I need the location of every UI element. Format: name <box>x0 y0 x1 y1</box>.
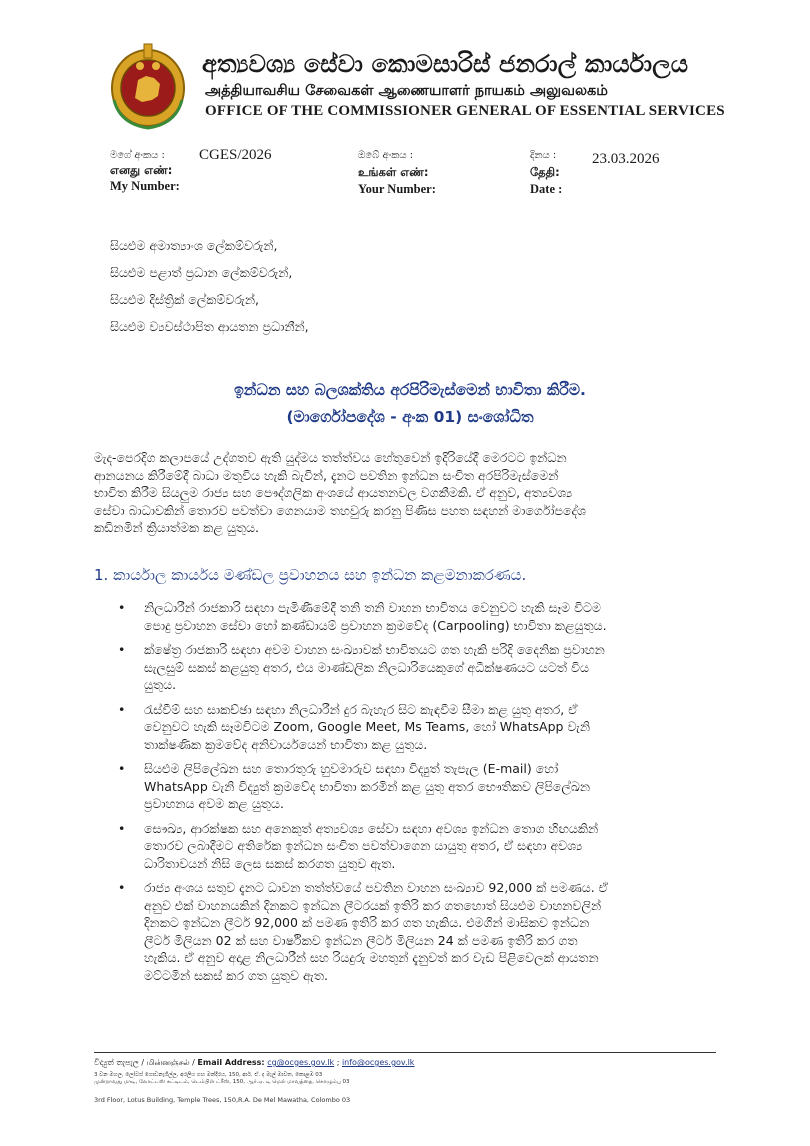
guideline-line: වෙනුවට හැකි සෑමවිටම Zoom, Google Meet, Ms Teams, හෝ WhatsApp වැනි <box>144 719 591 734</box>
addressee-line: සියළුම දිස්ත්‍රික් ලේකම්වරුන්, <box>110 292 259 307</box>
guideline-line: ධාරිතාවයන් නිසි ලෙස සකස් කරගත යුතුව ඇත. <box>144 855 396 871</box>
document-subtitle: (මාර්ගෝපදේශ - අංක 01) සංශෝධිත <box>286 408 534 426</box>
addressee-line: සියළුම අමාත්‍යාංශ ලේකම්වරුන්, <box>110 238 278 253</box>
footer-email-label: Email Address: <box>197 1058 265 1067</box>
guideline-line: තොරව ලබාදීමට අතිරේක ඉන්ධන සංචිත පවත්වාගෙන යායුතු අතර, ඒ සඳහා අවශ්‍ය <box>144 838 583 853</box>
guideline-line: තාක්ෂණික ක්‍රමවේද අනිවාර්යයෙන් භාවිතා කළ යුතුය. <box>144 736 428 752</box>
footer-address-english: 3rd Floor, Lotus Building, Temple Trees, 150,R.A. De Mel Mawatha, Colombo 03 <box>94 1096 351 1104</box>
guideline-item <box>118 599 718 634</box>
section-heading: 1. කාර්යාල කාර්යය මණ්ඩල ප්‍රවාහනය සහ ඉන්ධන කළමනාකරණය. <box>94 566 527 584</box>
footer-email-separator: ; <box>334 1058 342 1067</box>
guideline-item <box>118 879 718 984</box>
addressee-line: සියළුම පළාත් ප්‍රධාන ලේකම්වරුන්, <box>110 265 293 280</box>
your-number-label-sinhala: ඔබේ අංකය : <box>358 150 414 161</box>
email-link-info[interactable]: info@ocges.gov.lk <box>341 1058 415 1067</box>
guideline-line: මට්ටමින් සකස් කර ගත යුතුව ඇත. <box>144 967 328 983</box>
footer-address-tamil: முன்றாவது மாடி, லோட்டஸ் கட்டிடம், டெம்பிள் ட்ரீஸ், 150, ஆர்.ஏ. டி மெல் மாவத்தை, கொழும்பு 03 <box>94 1079 350 1085</box>
footer-email-row <box>94 1058 414 1068</box>
intro-line: කඩිනමින් ක්‍රියාත්මක කළ යුතුය. <box>94 520 259 535</box>
bullet-icon: • <box>118 642 126 657</box>
date-value: 23.03.2026 <box>592 151 660 167</box>
your-number-label-english: Your Number: <box>358 182 436 196</box>
date-label-sinhala: දිනය : <box>530 150 557 161</box>
guideline-line: අනුව එක් වාහනයකින් දිනකට ඉන්ධන ලීටරයක් ඉතිරි කර ගතහොත් සියළුම වාහනවලින් <box>144 897 602 913</box>
guideline-line: රැස්වීම් සහ සාකච්ඡා සඳහා නිලධාරීන් දුර බැහැර සිට කැඳවීම සීමා කළ යුතු අතර, ඒ <box>144 701 578 717</box>
guideline-line: ක්ෂේත්‍ර රාජකාරි සඳහා අවම වාහන සංඛ්‍යාවක් භාවිතයට ගත හැකි පරිදි දෛනික ප්‍රවාහන <box>144 642 605 657</box>
sri-lanka-emblem-logo <box>108 40 188 132</box>
intro-line: භාවිත කිරීම සියලුම රාජ්‍ය සහ පෞද්ගලික අංශයේ ආයතනවල වගකීමකි. ඒ අනුව, අත්‍යවශ්‍ය <box>94 485 573 500</box>
guideline-line: WhatsApp වැනි විද්‍යුත් ක්‍රමවේද භාවිතා කරමින් කළ යුතු අතර භෞතිකව ලිපිලේඛන <box>144 778 591 794</box>
your-number-label-tamil: உங்கள் எண்: <box>358 165 429 179</box>
guideline-line: හැකිය. ඒ අනුව අදාළ නිලධාරීන් සහ රියදුරු මහතුන් දැනුවත් කර වැඩ පිළිවෙලක් ආයතන <box>144 950 599 965</box>
guideline-line: සෞඛ්‍ය, ආරක්ෂක සහ අනෙකුත් අත්‍යවශ්‍ය සේවා සඳහා අවශ්‍ය ඉන්ධන තොග හිඟයකින් <box>144 820 599 836</box>
bullet-icon: • <box>118 880 126 895</box>
guideline-item <box>118 641 718 694</box>
my-number-label-sinhala: මගේ අංකය : <box>110 150 165 161</box>
intro-line: සේවා බාධාවකින් තොරව පවත්වා ගෙනයාම තහවුරු කරනු පිණිස පහත සඳහන් මාර්ගෝපදේශ <box>94 502 586 518</box>
footer-address-sinhala: 3 වන මහල, ලෝටස් ගොඩනැගිල්ල, අරලිය ගහ මන්දිරය, 150, ආර්. ඒ. ද මැල් මාවත, කොළඹ 03 <box>94 1072 323 1078</box>
office-title-sinhala: අත්‍යවශ්‍ය සේවා කොමසාරිස් ජනරාල් කාර්යාලය <box>202 50 689 78</box>
guideline-line: දිනකට ඉන්ධන ලීටර් 92,000 ක් පමණ ඉතිරි කර ගත හැකිය. එමගින් මාසිකව ඉන්ධන <box>144 915 590 930</box>
date-label-tamil: தேதி: <box>530 165 560 179</box>
bullet-icon: • <box>118 600 126 615</box>
bullet-icon: • <box>118 820 126 836</box>
guideline-line: ප්‍රවාහනය අවම කළ යුතුය. <box>144 796 284 811</box>
guideline-line: සැලසුම් සකස් කළයුතු අතර, එය මාණ්ඩලික නිලධාරියෙකුගේ අධීක්ෂණයට යටත් විය <box>144 659 590 675</box>
guideline-line: යුතුය. <box>144 677 177 692</box>
document-title: ඉන්ධන සහ බලශක්තිය අරපිරිමැස්මෙන් භාවිතා කිරීම. <box>234 381 586 399</box>
my-number-value: CGES/2026 <box>199 147 272 163</box>
intro-line: මැද-පෙරදිග කලාපයේ උද්ගතව ඇති යුද්මය තත්ත්වය හේතුවෙන් ඉදිරියේදී මෙරටට ඉන්ධන <box>94 450 567 465</box>
guideline-line: නිලධාරීන් රාජකාරි සඳහා පැමිණීමේදී තනි තනි වාහන භාවිතය වෙනුවට හැකි සෑම විටම <box>144 600 602 615</box>
date-label-english: Date : <box>530 182 563 196</box>
my-number-label-english: My Number: <box>110 179 180 193</box>
guideline-item <box>118 760 718 813</box>
footer-email-prefix: විද්‍යුත් තැපැල / மின்னஞ்சல் / <box>94 1058 198 1067</box>
guideline-line: පොදු ප්‍රවාහන සේවා හෝ කණ්ඩායම් ප්‍රවාහන ක්‍රමවේද (Carpooling) භාවිතා කළයුතුය. <box>144 617 607 633</box>
footer-address-local <box>94 1072 350 1086</box>
my-number-label-tamil: எனது எண்: <box>110 163 173 177</box>
guideline-line: සියළුම ලිපිලේඛන සහ තොරතුරු හුවමාරුව සඳහා විද්‍යුත් තැපැල (E-mail) හෝ <box>144 761 559 776</box>
email-link-cg[interactable]: cg@ocges.gov.lk <box>267 1058 335 1067</box>
guideline-item <box>118 701 718 754</box>
guideline-line: ලීටර් මිලියන 02 ක් සහ වාර්ෂිකව ඉන්ධන ලීටර් මිලියන 24 ක් පමණ ඉතිරි කර ගත <box>144 932 578 948</box>
intro-line: ආනයනය කිරීමේදී බාධා මතුවිය හැකි බැවින්, දැනට පවතින ඉන්ධන සංචිත අරපිරිමැස්මෙන් <box>94 467 559 483</box>
addressee-line: සියළුම ව්‍යවස්ථාපිත ආයතන ප්‍රධානීන්, <box>110 319 309 334</box>
guideline-line: රාජ්‍ය අංශය සතුව දැනට ධාවන තත්ත්වයේ පවතින වාහන සංඛ්‍යාව 92,000 ක් පමණය. ඒ <box>144 880 608 895</box>
office-title-english: OFFICE OF THE COMMISSIONER GENERAL OF ESSENTIAL SERVICES <box>205 103 725 119</box>
guideline-list <box>118 599 718 991</box>
bullet-icon: • <box>118 761 126 776</box>
guideline-item <box>118 820 718 873</box>
office-title-tamil: அத்தியாவசிய சேவைகள் ஆணையாளர் நாயகம் அலுவலகம் <box>205 83 608 99</box>
footer-divider <box>94 1052 716 1053</box>
intro-paragraph <box>94 449 716 537</box>
bullet-icon: • <box>118 701 126 717</box>
